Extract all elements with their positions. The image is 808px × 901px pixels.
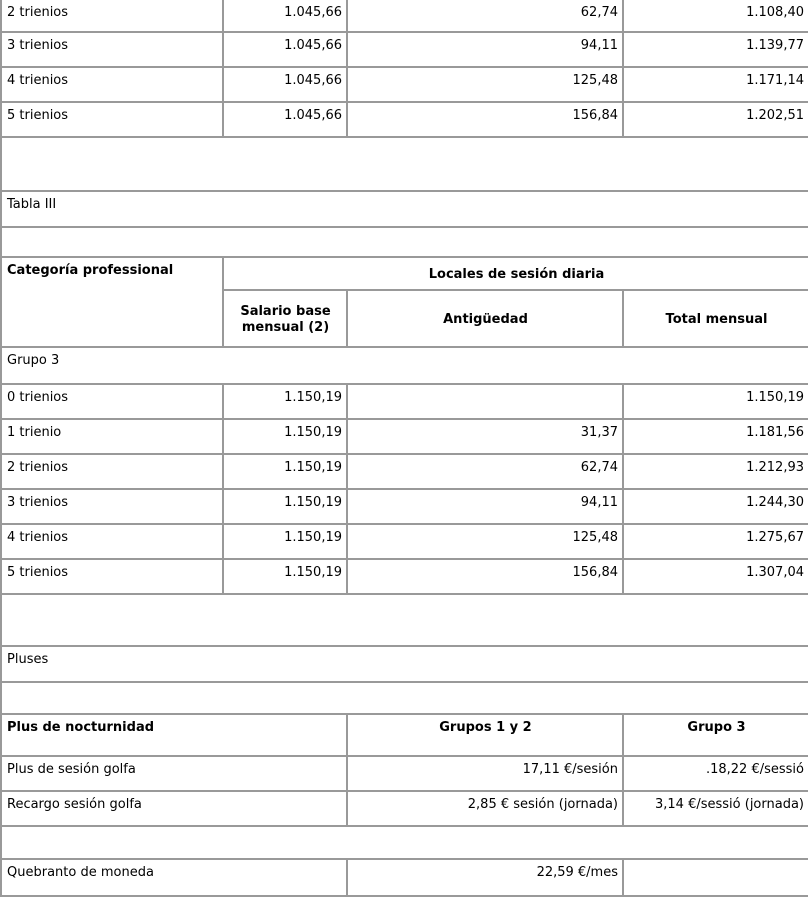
- table-title-row: [1, 191, 808, 227]
- antiguedad-cell: 94,11: [347, 489, 623, 524]
- total-cell: 1.307,04: [623, 559, 808, 594]
- antiguedad-cell: 156,84: [347, 559, 623, 594]
- base-salary-cell: 1.150,19: [223, 524, 347, 559]
- grupos-1-2-value-cell: 2,85 € sesión (jornada): [347, 791, 623, 826]
- base-salary-cell: 1.150,19: [223, 454, 347, 489]
- grupos-1-2-value-cell: 17,11 €/sesión: [347, 756, 623, 791]
- category-cell: 1 trienio: [1, 419, 223, 454]
- empty-separator-cell: [1, 682, 808, 714]
- base-salary-cell: 1.150,19: [223, 384, 347, 419]
- total-cell: 1.108,40: [623, 0, 808, 32]
- plus-label-cell: Recargo sesión golfa: [1, 791, 347, 826]
- category-cell: 4 trienios: [1, 67, 223, 102]
- antiguedad-cell: 62,74: [347, 454, 623, 489]
- antiguedad-cell: [347, 384, 623, 419]
- category-cell: 2 trienios: [1, 0, 223, 32]
- total-cell: 1.171,14: [623, 67, 808, 102]
- locales-header-cell: Locales de sesión diaria: [223, 257, 808, 290]
- trienio-row: [1, 454, 808, 489]
- base-salary-cell: 1.045,66: [223, 67, 347, 102]
- base-salary-cell: 1.045,66: [223, 102, 347, 137]
- separator-row: [1, 137, 808, 191]
- trienio-row: [1, 559, 808, 594]
- empty-separator-cell: [1, 594, 808, 646]
- plus-nocturnidad-header-cell: Plus de nocturnidad: [1, 714, 347, 756]
- plus-label-cell: Plus de sesión golfa: [1, 756, 347, 791]
- total-cell: 1.181,56: [623, 419, 808, 454]
- quebranto-grupo3-cell: [623, 859, 808, 896]
- quebranto-row: [1, 859, 808, 896]
- group-row: [1, 347, 808, 384]
- total-cell: 1.202,51: [623, 102, 808, 137]
- grupos-1-2-header-cell: Grupos 1 y 2: [347, 714, 623, 756]
- total-cell: 1.244,30: [623, 489, 808, 524]
- category-cell: 0 trienios: [1, 384, 223, 419]
- total-cell: 1.275,67: [623, 524, 808, 559]
- total-cell: 1.139,77: [623, 32, 808, 67]
- base-salary-cell: 1.045,66: [223, 0, 347, 32]
- salario-base-header-cell: Salario base mensual (2): [223, 290, 347, 347]
- category-cell: 3 trienios: [1, 32, 223, 67]
- trienio-row: [1, 419, 808, 454]
- trienio-row: [1, 384, 808, 419]
- pluses-header-row: [1, 714, 808, 756]
- antiguedad-cell: 156,84: [347, 102, 623, 137]
- category-cell: 5 trienios: [1, 102, 223, 137]
- plus-row: [1, 756, 808, 791]
- quebranto-value-cell: 22,59 €/mes: [347, 859, 623, 896]
- base-salary-cell: 1.150,19: [223, 419, 347, 454]
- base-salary-cell: 1.045,66: [223, 32, 347, 67]
- empty-separator-cell: [1, 227, 808, 257]
- grupo-3-header-cell: Grupo 3: [623, 714, 808, 756]
- pluses-title-cell: Pluses: [1, 646, 808, 682]
- antiguedad-cell: 31,37: [347, 419, 623, 454]
- empty-separator-cell: [1, 137, 808, 191]
- category-cell: 5 trienios: [1, 559, 223, 594]
- trienio-row: [1, 32, 808, 67]
- section-title-row: [1, 646, 808, 682]
- trienio-row: [1, 102, 808, 137]
- grupo-3-value-cell: .18,22 €/sessió: [623, 756, 808, 791]
- trienio-row: [1, 489, 808, 524]
- separator-row: [1, 594, 808, 646]
- base-salary-cell: 1.150,19: [223, 559, 347, 594]
- categoria-header-cell: Categoría professional: [1, 257, 223, 347]
- antiguedad-cell: 62,74: [347, 0, 623, 32]
- trienio-row: [1, 524, 808, 559]
- antiguedad-cell: 94,11: [347, 32, 623, 67]
- antiguedad-cell: 125,48: [347, 67, 623, 102]
- quebranto-label-cell: Quebranto de moneda: [1, 859, 347, 896]
- category-cell: 4 trienios: [1, 524, 223, 559]
- antiguedad-header-cell: Antigüedad: [347, 290, 623, 347]
- total-cell: 1.212,93: [623, 454, 808, 489]
- empty-separator-cell: [1, 826, 808, 859]
- separator-row: [1, 227, 808, 257]
- antiguedad-cell: 125,48: [347, 524, 623, 559]
- trienio-row: [1, 0, 808, 32]
- plus-row: [1, 791, 808, 826]
- total-cell: 1.150,19: [623, 384, 808, 419]
- total-mensual-header-cell: Total mensual: [623, 290, 808, 347]
- group-label-cell: Grupo 3: [1, 347, 808, 384]
- category-cell: 3 trienios: [1, 489, 223, 524]
- grupo-3-value-cell: 3,14 €/sessió (jornada): [623, 791, 808, 826]
- base-salary-cell: 1.150,19: [223, 489, 347, 524]
- separator-row: [1, 826, 808, 859]
- header-row: [1, 257, 808, 290]
- trienio-row: [1, 67, 808, 102]
- category-cell: 2 trienios: [1, 454, 223, 489]
- table-title-cell: Tabla III: [1, 191, 808, 227]
- separator-row: [1, 682, 808, 714]
